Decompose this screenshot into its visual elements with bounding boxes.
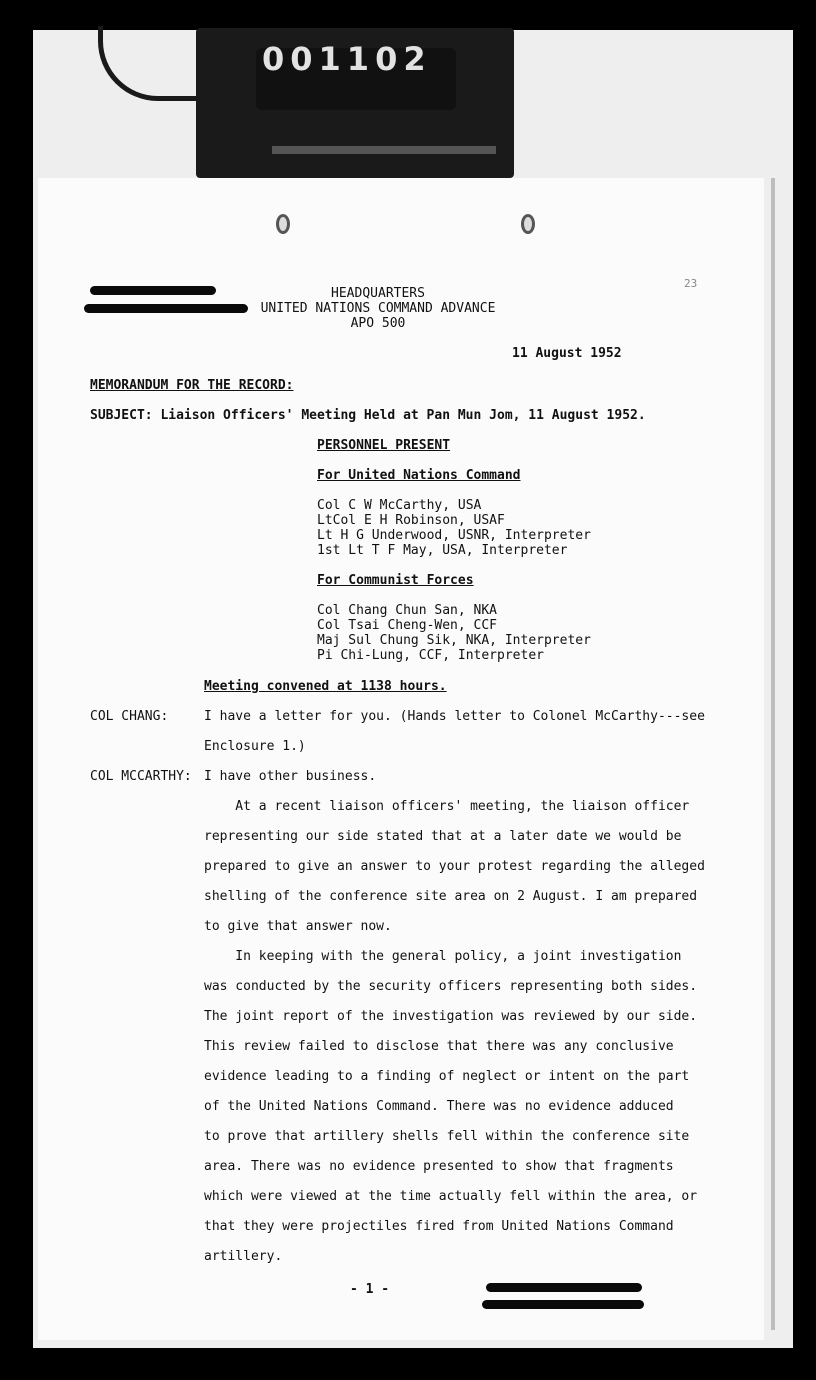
un-command-heading: For United Nations Command xyxy=(317,468,521,483)
paragraph-2-line: area. There was no evidence presented to show that fragments xyxy=(204,1159,674,1174)
paragraph-2-line: of the United Nations Command. There was no evidence adduced xyxy=(204,1099,674,1114)
paragraph-2-line: was conducted by the security officers representing both sides. xyxy=(204,979,698,994)
speaker-chang: COL CHANG: xyxy=(90,709,169,724)
paragraph-1-line: prepared to give an answer to your protest regarding the alleged xyxy=(204,859,705,874)
header-line-1: HEADQUARTERS xyxy=(331,286,425,301)
paragraph-1-line: to give that answer now. xyxy=(204,919,392,934)
paragraph-2-line: to prove that artillery shells fell within the conference site xyxy=(204,1129,690,1144)
un-member: Lt H G Underwood, USNR, Interpreter xyxy=(317,528,591,543)
paragraph-1-line: representing our side stated that at a later date we would be xyxy=(204,829,682,844)
communist-member: Pi Chi-Lung, CCF, Interpreter xyxy=(317,648,544,663)
paragraph-1-line: shelling of the conference site area on 2 August. I am prepared xyxy=(204,889,698,904)
paragraph-2-line: This review failed to disclose that there was any conclusive xyxy=(204,1039,674,1054)
memo-title: MEMORANDUM FOR THE RECORD: xyxy=(90,378,294,393)
paragraph-1-line: At a recent liaison officers' meeting, the liaison officer xyxy=(204,799,690,814)
chang-statement-line: Enclosure 1.) xyxy=(204,739,306,754)
punch-hole-left xyxy=(276,214,290,234)
paragraph-2-line: In keeping with the general policy, a joint investigation xyxy=(204,949,682,964)
counter-clip xyxy=(272,146,496,154)
un-member: LtCol E H Robinson, USAF xyxy=(317,513,505,528)
memo-date: 11 August 1952 xyxy=(512,346,622,361)
page-edge-shadow xyxy=(771,178,775,1330)
un-member: Col C W McCarthy, USA xyxy=(317,498,482,513)
header-line-2: UNITED NATIONS COMMAND ADVANCE xyxy=(260,301,496,316)
paragraph-2-line: which were viewed at the time actually fell within the area, or xyxy=(204,1189,698,1204)
redaction-bar-footer-2 xyxy=(482,1300,644,1309)
chang-statement-line: I have a letter for you. (Hands letter to Colonel McCarthy---see xyxy=(204,709,705,724)
redaction-bar-classification-2 xyxy=(84,304,248,313)
personnel-heading: PERSONNEL PRESENT xyxy=(317,438,451,453)
frame-counter-digits: 001102 xyxy=(262,40,432,78)
memo-subject: SUBJECT: Liaison Officers' Meeting Held at Pan Mun Jom, 11 August 1952. xyxy=(90,408,646,423)
page-number: - 1 - xyxy=(350,1282,390,1297)
margin-mark: 23 xyxy=(684,277,698,290)
communist-member: Col Tsai Cheng-Wen, CCF xyxy=(317,618,498,633)
redaction-bar-footer-1 xyxy=(486,1283,642,1292)
communist-forces-heading: For Communist Forces xyxy=(317,573,474,588)
meeting-convened: Meeting convened at 1138 hours. xyxy=(204,679,447,694)
paragraph-2-line: artillery. xyxy=(204,1249,283,1264)
communist-member: Col Chang Chun San, NKA xyxy=(317,603,498,618)
un-member: 1st Lt T F May, USA, Interpreter xyxy=(317,543,568,558)
redaction-bar-classification-1 xyxy=(90,286,216,295)
header-line-3: APO 500 xyxy=(350,316,406,331)
mccarthy-statement-line: I have other business. xyxy=(204,769,377,784)
speaker-mccarthy: COL MCCARTHY: xyxy=(90,769,192,784)
paragraph-2-line: evidence leading to a finding of neglect or intent on the part xyxy=(204,1069,690,1084)
punch-hole-right xyxy=(521,214,535,234)
communist-member: Maj Sul Chung Sik, NKA, Interpreter xyxy=(317,633,591,648)
paragraph-2-line: The joint report of the investigation was reviewed by our side. xyxy=(204,1009,698,1024)
paragraph-2-line: that they were projectiles fired from United Nations Command xyxy=(204,1219,674,1234)
